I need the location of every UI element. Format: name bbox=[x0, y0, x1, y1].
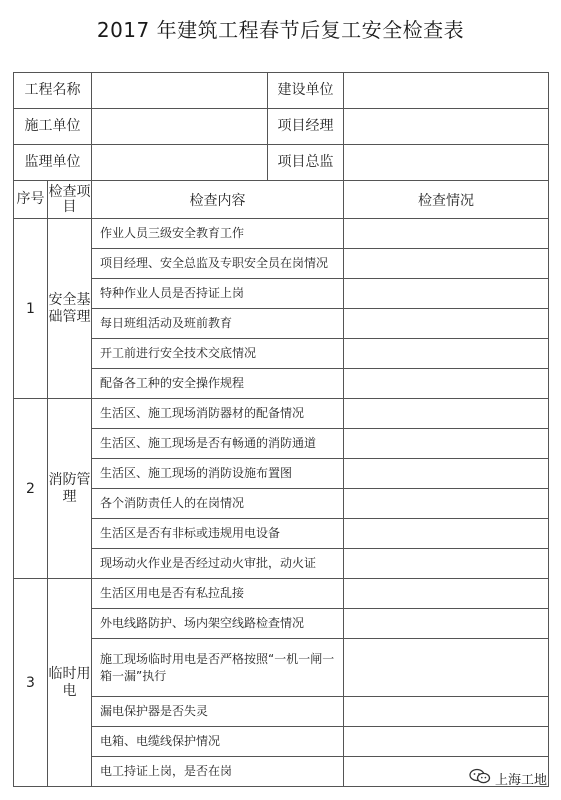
value-construction-unit[interactable] bbox=[92, 109, 268, 145]
label-project-name: 工程名称 bbox=[14, 73, 92, 109]
status-cell[interactable] bbox=[344, 309, 549, 339]
check-item: 施工现场临时用电是否严格按照“一机一闸一箱一漏”执行 bbox=[92, 639, 344, 697]
check-item: 外电线路防护、场内架空线路检查情况 bbox=[92, 609, 344, 639]
check-item: 生活区、施工现场的消防设施布置图 bbox=[92, 459, 344, 489]
table-row bbox=[14, 219, 549, 249]
check-item: 电箱、电缆线保护情况 bbox=[92, 727, 344, 757]
value-project-manager[interactable] bbox=[344, 109, 549, 145]
wechat-icon bbox=[469, 768, 495, 788]
status-cell[interactable] bbox=[344, 727, 549, 757]
status-cell[interactable] bbox=[344, 429, 549, 459]
check-item: 现场动火作业是否经过动火审批，动火证 bbox=[92, 549, 344, 579]
value-project-name[interactable] bbox=[92, 73, 268, 109]
section-category: 临时用电 bbox=[48, 579, 92, 787]
status-cell[interactable] bbox=[344, 369, 549, 399]
status-cell[interactable] bbox=[344, 339, 549, 369]
table-row bbox=[14, 429, 549, 459]
label-construction-unit: 施工单位 bbox=[14, 109, 92, 145]
status-cell[interactable] bbox=[344, 639, 549, 697]
col-header-item: 检查项目 bbox=[48, 181, 92, 219]
check-item: 生活区用电是否有私拉乱接 bbox=[92, 579, 344, 609]
label-builder-unit: 建设单位 bbox=[268, 73, 344, 109]
status-cell[interactable] bbox=[344, 399, 549, 429]
check-item: 漏电保护器是否失灵 bbox=[92, 697, 344, 727]
watermark bbox=[469, 768, 547, 788]
check-item: 项目经理、安全总监及专职安全员在岗情况 bbox=[92, 249, 344, 279]
status-cell[interactable] bbox=[344, 219, 549, 249]
status-cell[interactable] bbox=[344, 489, 549, 519]
check-item: 每日班组活动及班前教育 bbox=[92, 309, 344, 339]
table-row bbox=[14, 489, 549, 519]
status-cell[interactable] bbox=[344, 579, 549, 609]
header-row-supervision bbox=[14, 145, 549, 181]
watermark-text: 上海工地 bbox=[494, 772, 547, 788]
status-cell[interactable] bbox=[344, 459, 549, 489]
table-row bbox=[14, 279, 549, 309]
header-row-project bbox=[14, 73, 549, 109]
table-row bbox=[14, 639, 549, 697]
section-category: 消防管理 bbox=[48, 399, 92, 579]
table-row bbox=[14, 609, 549, 639]
table-row bbox=[14, 369, 549, 399]
table-row bbox=[14, 339, 549, 369]
value-chief-supervisor[interactable] bbox=[344, 145, 549, 181]
check-item: 电工持证上岗，是否在岗 bbox=[92, 757, 344, 787]
check-item: 生活区、施工现场是否有畅通的消防通道 bbox=[92, 429, 344, 459]
check-item: 配备各工种的安全操作规程 bbox=[92, 369, 344, 399]
table-row bbox=[14, 249, 549, 279]
value-builder-unit[interactable] bbox=[344, 73, 549, 109]
status-cell[interactable] bbox=[344, 249, 549, 279]
col-header-content: 检查内容 bbox=[92, 181, 344, 219]
section-seq: 1 bbox=[14, 219, 48, 399]
section-seq: 3 bbox=[14, 579, 48, 787]
check-item: 生活区是否有非标或违规用电设备 bbox=[92, 519, 344, 549]
status-cell[interactable] bbox=[344, 519, 549, 549]
label-chief-supervisor: 项目总监 bbox=[268, 145, 344, 181]
table-row bbox=[14, 727, 549, 757]
value-supervision-unit[interactable] bbox=[92, 145, 268, 181]
check-item: 特种作业人员是否持证上岗 bbox=[92, 279, 344, 309]
section-seq: 2 bbox=[14, 399, 48, 579]
status-cell[interactable] bbox=[344, 549, 549, 579]
check-item: 开工前进行安全技术交底情况 bbox=[92, 339, 344, 369]
check-item: 作业人员三级安全教育工作 bbox=[92, 219, 344, 249]
table-row bbox=[14, 519, 549, 549]
page-title: 2017 年建筑工程春节后复工安全检查表 bbox=[96, 18, 465, 42]
col-header-seq: 序号 bbox=[14, 181, 48, 219]
section-category: 安全基础管理 bbox=[48, 219, 92, 399]
table-row bbox=[14, 549, 549, 579]
status-cell[interactable] bbox=[344, 279, 549, 309]
header-row-construction bbox=[14, 109, 549, 145]
check-item: 各个消防责任人的在岗情况 bbox=[92, 489, 344, 519]
label-project-manager: 项目经理 bbox=[268, 109, 344, 145]
label-supervision-unit: 监理单位 bbox=[14, 145, 92, 181]
column-header-row bbox=[14, 181, 549, 219]
table-row bbox=[14, 399, 549, 429]
table-row bbox=[14, 579, 549, 609]
check-item: 生活区、施工现场消防器材的配备情况 bbox=[92, 399, 344, 429]
table-row bbox=[14, 697, 549, 727]
table-row bbox=[14, 459, 549, 489]
status-cell[interactable] bbox=[344, 697, 549, 727]
col-header-status: 检查情况 bbox=[344, 181, 549, 219]
inspection-table bbox=[13, 72, 549, 787]
status-cell[interactable] bbox=[344, 609, 549, 639]
table-row bbox=[14, 309, 549, 339]
